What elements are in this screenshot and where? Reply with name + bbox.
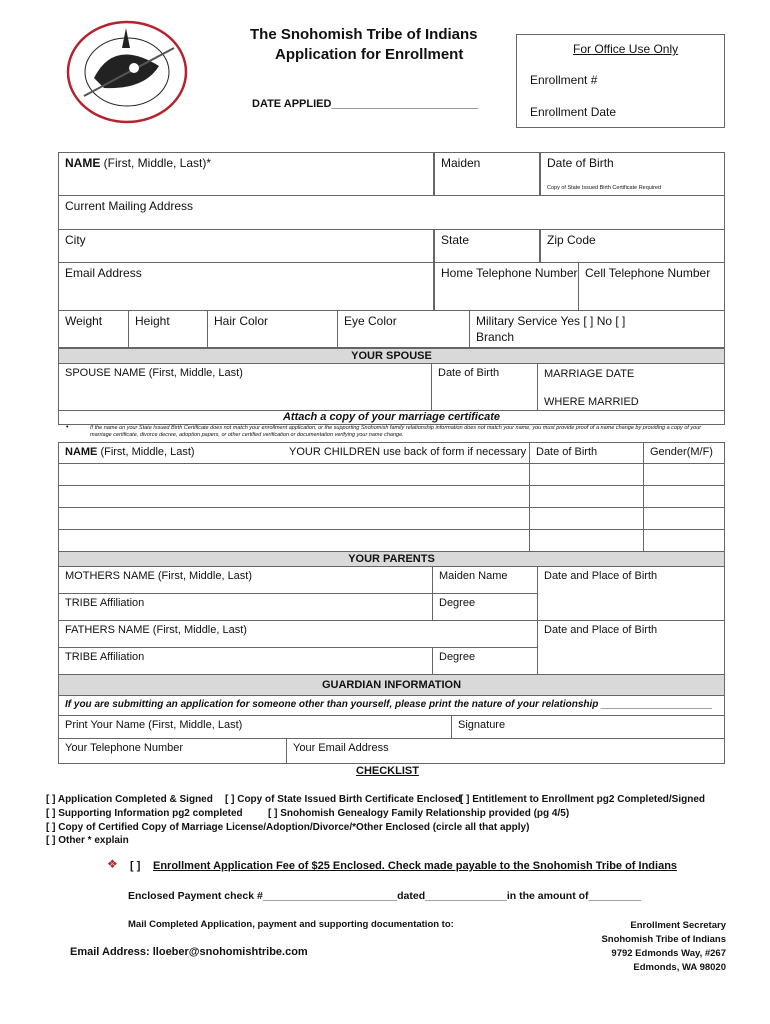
marriage-date-label: MARRIAGE DATE: [544, 368, 635, 380]
name-change-note: If the name on your State Issued Birth Certificate does not match your enrollment application, or the supporting Snohomish family relationship information does not match your name, you must provide proof of a name change by providing a copy of your marriage certificate, divorce decree, adoption papers, or other certified verification or documentation verifying your name change.: [90, 425, 702, 438]
cell-phone-cell[interactable]: Cell Telephone Number: [578, 262, 725, 311]
checklist-marriage-license[interactable]: [ ] Copy of Certified Copy of Marriage License/Adoption/Divorce/*Other Enclosed (circle all that apply): [46, 822, 530, 833]
form-title-line2: Application for Enrollment: [275, 46, 464, 63]
checklist-genealogy[interactable]: [ ] Snohomish Genealogy Family Relationship provided (pg 4/5): [268, 808, 570, 819]
mail-instructions: Mail Completed Application, payment and supporting documentation to:: [128, 919, 454, 930]
mailing-address-cell[interactable]: Current Mailing Address: [58, 195, 725, 230]
marriage-date-cell[interactable]: [537, 363, 725, 411]
payment-check-line[interactable]: Enclosed Payment check #_______________________dated______________in the amount of_________: [128, 890, 642, 902]
children-heading: YOUR CHILDREN use back of form if necessary: [289, 446, 527, 458]
attach-marriage-cert: [58, 410, 725, 425]
name-label-bold: NAME: [65, 156, 101, 170]
address-line1: Enrollment Secretary: [630, 920, 726, 931]
height-cell[interactable]: Height: [128, 310, 208, 348]
office-use-box: [516, 34, 725, 128]
maiden-cell[interactable]: Maiden: [434, 152, 540, 196]
checklist-other[interactable]: [ ] Other * explain: [46, 835, 129, 846]
father-name-cell[interactable]: FATHERS NAME (First, Middle, Last): [58, 620, 538, 648]
child-row-2-gender[interactable]: [643, 485, 725, 508]
address-line2: Snohomish Tribe of Indians: [601, 934, 726, 945]
child-name-rest: (First, Middle, Last): [97, 446, 195, 458]
guardian-email-cell[interactable]: Your Email Address: [286, 738, 725, 764]
checklist-title: CHECKLIST: [356, 765, 419, 777]
military-service-cell[interactable]: [469, 310, 725, 348]
guardian-print-name-cell[interactable]: Print Your Name (First, Middle, Last): [58, 715, 452, 739]
child-row-4-name[interactable]: [58, 529, 530, 552]
child-row-4-dob[interactable]: [529, 529, 644, 552]
form-title-line1: The Snohomish Tribe of Indians: [250, 26, 478, 43]
contact-email: Email Address: lloeber@snohomishtribe.com: [70, 946, 308, 958]
name-change-bullet: •: [66, 424, 69, 431]
mother-maiden-cell[interactable]: Maiden Name: [432, 566, 538, 594]
mailing-address-block: [560, 919, 726, 975]
child-row-2-name[interactable]: [58, 485, 530, 508]
guardian-signature-cell[interactable]: Signature: [451, 715, 725, 739]
spouse-dob-cell[interactable]: Date of Birth: [431, 363, 538, 411]
dob-label: Date of Birth: [547, 156, 614, 170]
guardian-relationship-note[interactable]: If you are submitting an application for someone other than yourself, please print the nature of your relationship ____________________: [58, 695, 725, 716]
applicant-name-cell[interactable]: [58, 152, 434, 196]
email-cell[interactable]: Email Address: [58, 262, 434, 311]
child-row-1-dob[interactable]: [529, 463, 644, 486]
dob-note: Copy of State Issued Birth Certificate Required: [547, 185, 662, 191]
zip-cell[interactable]: Zip Code: [540, 229, 725, 263]
father-dpob-cell[interactable]: Date and Place of Birth: [537, 620, 725, 675]
eye-color-cell[interactable]: Eye Color: [337, 310, 470, 348]
city-cell[interactable]: City: [58, 229, 434, 263]
child-dob-header: Date of Birth: [529, 442, 644, 464]
children-name-header: [58, 442, 530, 464]
enrollment-date: Enrollment Date: [530, 105, 617, 119]
where-married-label: WHERE MARRIED: [544, 396, 639, 408]
state-cell[interactable]: State: [434, 229, 540, 263]
child-row-4-gender[interactable]: [643, 529, 725, 552]
spouse-name-cell[interactable]: SPOUSE NAME (First, Middle, Last): [58, 363, 432, 411]
date-applied[interactable]: DATE APPLIED________________________: [252, 98, 479, 110]
military-branch: Branch: [476, 330, 515, 344]
child-row-1-name[interactable]: [58, 463, 530, 486]
your-parents-band: YOUR PARENTS: [58, 551, 725, 567]
mother-tribe-cell[interactable]: TRIBE Affiliation: [58, 593, 433, 621]
child-gender-header: Gender(M/F): [643, 442, 725, 464]
father-degree-cell[interactable]: Degree: [432, 647, 538, 675]
home-phone-cell[interactable]: Home Telephone Number: [434, 262, 579, 311]
mother-name-cell[interactable]: MOTHERS NAME (First, Middle, Last): [58, 566, 433, 594]
mother-degree-cell[interactable]: Degree: [432, 593, 538, 621]
guardian-band: GUARDIAN INFORMATION: [58, 674, 725, 696]
child-row-3-name[interactable]: [58, 507, 530, 530]
fee-checkbox[interactable]: [ ]: [130, 860, 141, 872]
mother-dpob-cell[interactable]: Date and Place of Birth: [537, 566, 725, 621]
military-line1: Military Service Yes [ ] No [ ]: [476, 314, 626, 328]
child-row-1-gender[interactable]: [643, 463, 725, 486]
fee-bullet-icon: ❖: [107, 857, 118, 871]
address-line4: Edmonds, WA 98020: [633, 962, 726, 973]
your-spouse-band: YOUR SPOUSE: [58, 348, 725, 364]
fee-statement: Enrollment Application Fee of $25 Enclosed. Check made payable to the Snohomish Tribe of Indians: [153, 860, 678, 872]
father-tribe-cell[interactable]: TRIBE Affiliation: [58, 647, 433, 675]
tribe-seal-logo: [64, 18, 190, 126]
guardian-phone-cell[interactable]: Your Telephone Number: [58, 738, 287, 764]
hair-color-cell[interactable]: Hair Color: [207, 310, 338, 348]
enrollment-number: Enrollment #: [530, 73, 598, 87]
checklist-birth-certificate[interactable]: [ ] Copy of State Issued Birth Certificate Enclosed: [225, 794, 462, 805]
checklist-application-signed[interactable]: [ ] Application Completed & Signed: [46, 794, 213, 805]
name-label-rest: (First, Middle, Last)*: [100, 156, 212, 170]
checklist-entitlement[interactable]: [ ] Entitlement to Enrollment pg2 Completed/Signed: [460, 794, 706, 805]
address-line3: 9792 Edmonds Way, #267: [611, 948, 726, 959]
weight-cell[interactable]: Weight: [58, 310, 129, 348]
child-row-3-gender[interactable]: [643, 507, 725, 530]
child-row-3-dob[interactable]: [529, 507, 644, 530]
checklist-supporting-info[interactable]: [ ] Supporting Information pg2 completed: [46, 808, 243, 819]
attach-marriage-text: Attach a copy of your marriage certificate: [282, 411, 500, 423]
child-name-bold: NAME: [65, 446, 98, 458]
child-row-2-dob[interactable]: [529, 485, 644, 508]
office-use-title: For Office Use Only: [573, 42, 679, 56]
dob-cell[interactable]: [540, 152, 725, 196]
